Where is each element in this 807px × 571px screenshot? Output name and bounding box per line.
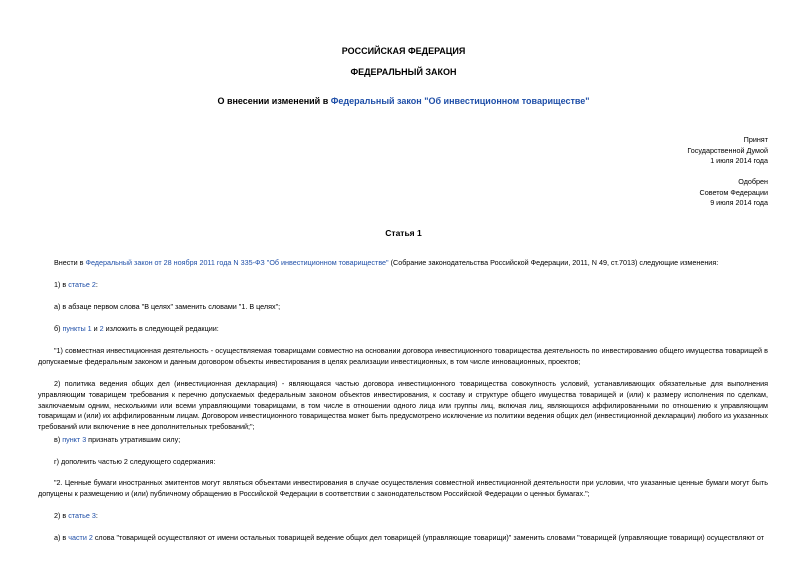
article-title: Статья 1: [385, 228, 422, 238]
text: изложить в следующей редакции:: [103, 324, 219, 333]
text: и: [91, 324, 100, 333]
item-2: [38, 511, 768, 522]
accepted-line: 1 июля 2014 года: [710, 156, 768, 165]
point-3-link[interactable]: пункт 3: [62, 435, 87, 444]
points-1-link[interactable]: пункты 1: [62, 324, 92, 333]
text: Внести в: [54, 258, 86, 267]
article-2-link[interactable]: статье 2: [68, 280, 96, 289]
text: 2) в: [54, 511, 69, 520]
item-1g: г) дополнить частью 2 следующего содержания:: [54, 457, 216, 466]
intro-paragraph: [38, 258, 768, 269]
text: в): [54, 435, 63, 444]
document-title: [0, 96, 807, 106]
item-1v: [38, 435, 768, 446]
text: признать утратившим силу;: [86, 435, 181, 444]
accepted-line: Государственной Думой: [687, 145, 768, 155]
header-country: РОССИЙСКАЯ ФЕДЕРАЦИЯ: [341, 46, 466, 56]
header-law-type: ФЕДЕРАЛЬНЫЙ ЗАКОН: [350, 67, 457, 77]
item-2a: [38, 533, 768, 544]
accepted-line: Принят: [743, 135, 768, 144]
approved-line: Одобрен: [738, 177, 768, 186]
text: а) в: [54, 533, 69, 542]
approved-block: [700, 177, 768, 209]
text: слова "товарищей осуществляют от имени остальных товарищей ведение общих дел товарищей (управляющие товарищи)" заменить словами "товарищей (управляющие товарищи) осуществляют от: [92, 533, 764, 542]
law-335-link[interactable]: Федеральный закон от 28 ноября 2011 года N 335-ФЗ: [85, 258, 265, 267]
article-3-link[interactable]: статье 3: [68, 511, 96, 520]
item-1a: а) в абзаце первом слова "В целях" заменить словами "1. В целях";: [54, 302, 281, 311]
text: (Собрание законодательства Российской Федерации, 2011, N 49, ст.7013) следующие изменения:: [388, 258, 719, 267]
item-1b: [38, 324, 768, 335]
item-1: [38, 280, 768, 291]
text: :: [95, 280, 98, 289]
title-law-link[interactable]: Федеральный закон "Об инвестиционном товариществе": [330, 96, 590, 106]
quote-point-1: "1) совместная инвестиционная деятельность - осуществляемая товарищами совместно на основании договора инвестиционного товарищества деятельность по инвестированию общего имущества товарищей в допускаемые федеральным законом и данным договором объекты инвестирования в целях реализации инвестиционных, в том числе инновационных, проектов;: [38, 346, 768, 366]
text: б): [54, 324, 63, 333]
approved-line: 9 июля 2014 года: [710, 198, 768, 207]
accepted-block: [687, 135, 768, 167]
title-prefix: О внесении изменений в: [217, 96, 331, 106]
part-2-link[interactable]: части 2: [68, 533, 93, 542]
text: :: [95, 511, 98, 520]
law-title-link[interactable]: "Об инвестиционном товариществе": [266, 258, 389, 267]
quote-point-2: 2) политика ведения общих дел (инвестиционная декларация) - являющаяся частью договора инвестиционного товарищества совокупность условий, устанавливающих обязательные для выполнения управляющим товарищем требования к перечню допускаемых федеральным законом объектов инвестирования, к составу и структуре общего имущества товарищей и (или) к размеру исполнения по сделкам, заключаемым одним, несколькими или всеми управляющими товарищами, в том числе в отношении одного лица или группы лиц, включая лиц, являющихся аффилированными по отношению к управляющим товарищам и (или) их аффилированным лицам. Договором инвестиционного товарищества может быть предусмотрено исключение из политики ведения общих дел (инвестиционной декларации) любого из указанных требований или включение в нее дополнительных требований;";: [38, 379, 768, 432]
quote-part-2: "2. Ценные бумаги иностранных эмитентов могут являться объектами инвестирования в случае осуществления совместной инвестиционной деятельности при условии, что указанные ценные бумаги могут быть допущены к размещению и (или) публичному обращению в Российской Федерации в соответствии с законодательством Российской Федерации о ценных бумагах.";: [38, 478, 768, 498]
approved-line: Советом Федерации: [699, 187, 768, 197]
text: 1) в: [54, 280, 69, 289]
point-2-link[interactable]: 2: [99, 324, 104, 333]
